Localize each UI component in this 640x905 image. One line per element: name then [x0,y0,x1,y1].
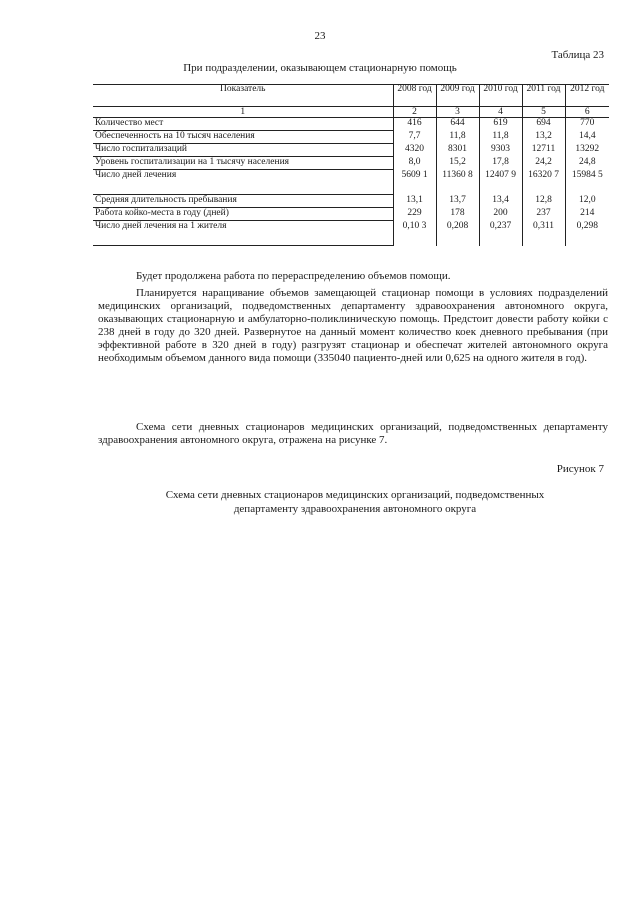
row-value: 8301 [436,144,479,157]
row-value: 13,1 [393,195,436,208]
table-row [93,144,609,157]
header-year: 2010 год [479,84,522,107]
figure-label: Рисунок 7 [556,463,604,475]
header-year: 2011 год [522,84,565,107]
row-value: 12,8 [522,195,565,208]
table-row [93,195,609,208]
table-label: Таблица 23 [551,49,604,61]
paragraph-figure-ref [98,421,608,447]
row-value: 178 [436,208,479,221]
row-value: 0,237 [479,221,522,246]
index-cell: 5 [522,107,565,118]
row-value: 13,2 [522,131,565,144]
row-value: 15984 5 [565,170,609,195]
row-value: 13,7 [436,195,479,208]
index-cell: 1 [93,107,393,118]
row-value: 7,7 [393,131,436,144]
row-label: Число госпитализаций [93,144,393,157]
row-value: 0,311 [522,221,565,246]
row-value: 0,298 [565,221,609,246]
paragraph-plan [98,287,608,365]
index-cell: 6 [565,107,609,118]
table-row [93,131,609,144]
row-value: 5609 1 [393,170,436,195]
table-row [93,170,609,195]
row-value: 644 [436,118,479,131]
table-index-row [93,107,609,118]
row-value: 12711 [522,144,565,157]
row-value: 770 [565,118,609,131]
header-indicator: Показатель [93,84,393,107]
row-label: Обеспеченность на 10 тысяч населения [93,131,393,144]
row-value: 8,0 [393,157,436,170]
paragraph-intro [98,270,608,283]
row-value: 229 [393,208,436,221]
index-cell: 3 [436,107,479,118]
statistics-table [93,84,609,246]
row-value: 694 [522,118,565,131]
row-value: 13,4 [479,195,522,208]
table-caption: При подразделении, оказывающем стационарную помощь [183,62,457,74]
header-year: 2009 год [436,84,479,107]
row-label: Средняя длительность пребывания [93,195,393,208]
row-value: 4320 [393,144,436,157]
row-value: 11360 8 [436,170,479,195]
paragraph-text: Схема сети дневных стационаров медицинских организаций, подведомственных департаменту здравоохранения автономного округа, отражена на рисунке 7. [98,421,608,446]
figure-caption: Схема сети дневных стационаров медицинских организаций, подведомственных департаменту здравоохранения автономного округа [165,489,545,515]
row-label: Работа койко-места в году (дней) [93,208,393,221]
table-row [93,208,609,221]
row-value: 17,8 [479,157,522,170]
table-header-row [93,84,609,107]
row-value: 0,208 [436,221,479,246]
row-value: 237 [522,208,565,221]
row-value: 214 [565,208,609,221]
row-value: 619 [479,118,522,131]
page-number: 23 [314,30,326,42]
row-value: 15,2 [436,157,479,170]
row-label: Число дней лечения на 1 жителя [93,221,393,246]
row-value: 16320 7 [522,170,565,195]
row-value: 11,8 [436,131,479,144]
row-value: 9303 [479,144,522,157]
paragraph-text: Планируется наращивание объемов замещающей стационар помощи в условиях подразделений медицинских организаций, подведомственных департаменту здравоохранения автономного округа, оказывающих стационарную и амбулаторно-поликлиническую помощь. Предстоит довести работу койки с 238 дней в году до 320 дней. Развернутое на данный момент количество коек дневного пребывания (при эффективной работе в 320 дней в году) разгрузят стационар и обеспечат жителей автономного округа необходимым объемом данного вида помощи (335040 пациенто-дней или 0,625 на одного жителя в год). [98,287,608,364]
row-value: 13292 [565,144,609,157]
row-value: 14,4 [565,131,609,144]
table-row [93,221,609,246]
index-cell: 4 [479,107,522,118]
row-label: Уровень госпитализации на 1 тысячу населения [93,157,393,170]
row-value: 12,0 [565,195,609,208]
row-value: 24,2 [522,157,565,170]
row-value: 200 [479,208,522,221]
index-cell: 2 [393,107,436,118]
row-value: 0,10 3 [393,221,436,246]
paragraph-text: Будет продолжена работа по перераспределению объемов помощи. [136,270,451,282]
table-row [93,157,609,170]
row-label: Количество мест [93,118,393,131]
row-value: 11,8 [479,131,522,144]
row-value: 416 [393,118,436,131]
row-label: Число дней лечения [93,170,393,195]
table-row [93,118,609,131]
row-value: 24,8 [565,157,609,170]
header-year: 2012 год [565,84,609,107]
header-year: 2008 год [393,84,436,107]
row-value: 12407 9 [479,170,522,195]
